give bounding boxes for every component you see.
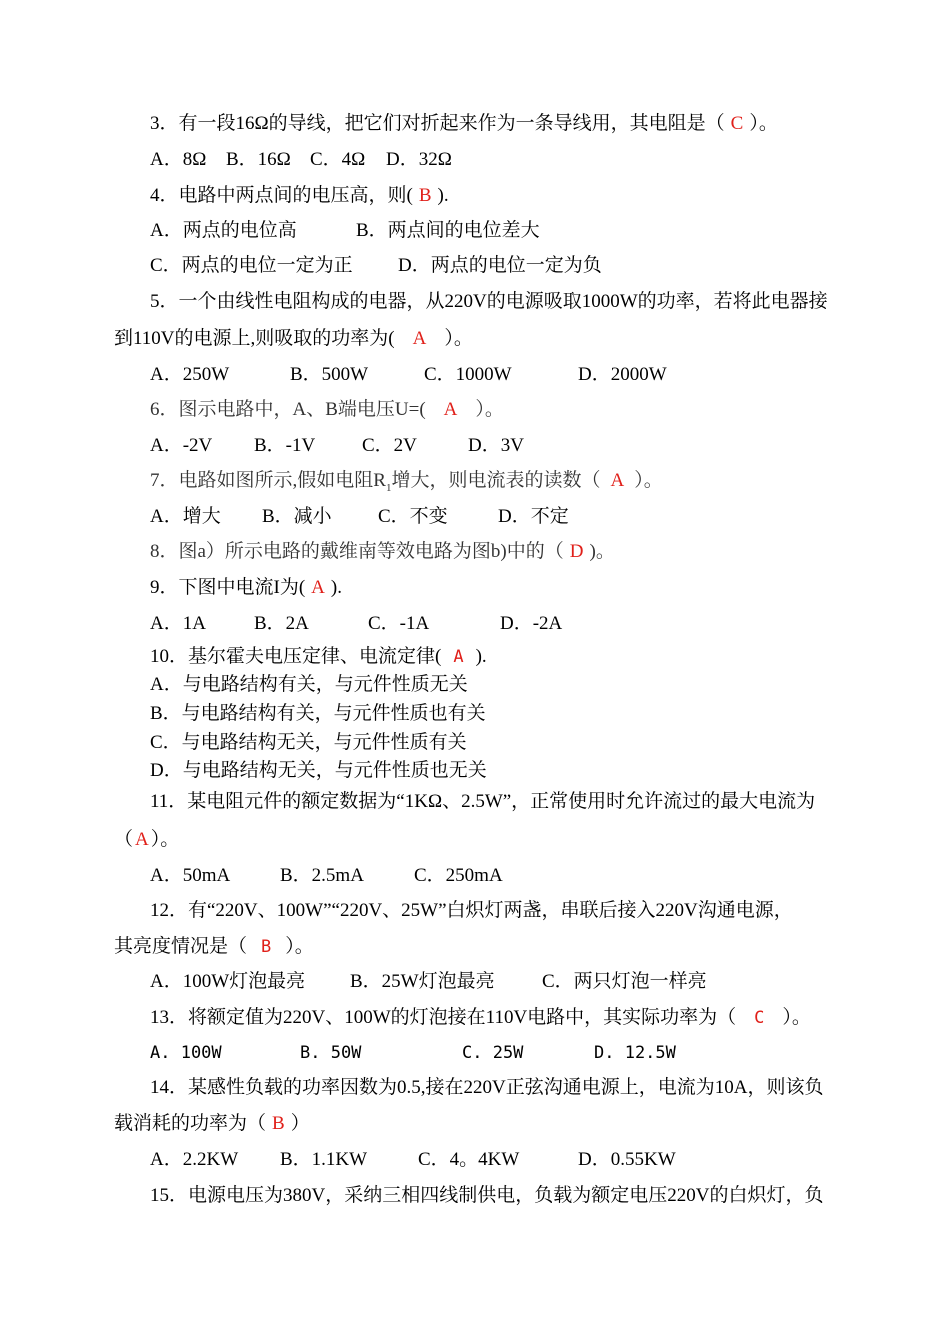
question-end: ）。: [634, 470, 663, 491]
option-d: D．32Ω: [386, 149, 452, 170]
question-14-line2: [114, 1112, 310, 1136]
question-end: ).: [437, 185, 449, 206]
question-text: 6．图示电路中，A、B端电压U=(: [150, 399, 426, 420]
option-b: B．500W: [290, 364, 369, 385]
option-d: D．不定: [498, 506, 569, 527]
question-text: 13．将额定值为220V、100W的灯泡接在110V电路中，其实际功率为（: [150, 1007, 737, 1028]
question-end: ）。: [749, 113, 778, 134]
option-d: D．2000W: [578, 364, 667, 385]
option-d: D．两点的电位一定为负: [398, 255, 602, 276]
answer: A: [453, 647, 464, 667]
option-d: D．3V: [468, 435, 524, 456]
question-text: 8．图a）所示电路的戴维南等效电路为图b)中的（: [150, 541, 564, 562]
question-12-line2: [114, 935, 314, 959]
question-11-line1: 11．某电阻元件的额定数据为“1KΩ、2.5W”，正常使用时允许流过的最大电流为: [150, 791, 816, 812]
question-open: （: [114, 829, 134, 850]
option-a: A．2.2KW: [150, 1149, 239, 1170]
option-b: B．2A: [254, 613, 309, 634]
option-d: D．0.55KW: [578, 1149, 676, 1170]
subscript: 1: [385, 481, 392, 494]
option-b: B．2.5mA: [280, 865, 364, 886]
question-6: [150, 398, 504, 422]
question-text: 10．基尔霍夫电压定律、电流定律(: [150, 646, 442, 667]
option-c: C．两只灯泡一样亮: [542, 971, 707, 992]
option-c: C．4。4KW: [418, 1149, 520, 1170]
option-d: D. 12.5W: [594, 1043, 676, 1063]
option-c: C．-1A: [368, 613, 430, 634]
option-d: D．-2A: [500, 613, 563, 634]
question-text-cont: 增大，则电流表的读数（: [391, 470, 601, 491]
option-c: C. 25W: [462, 1043, 524, 1063]
option-a: A．-2V: [150, 435, 213, 456]
question-text: 其亮度情况是（: [114, 936, 248, 957]
option-a: A．100W灯泡最亮: [150, 971, 306, 992]
option-c: C．1000W: [424, 364, 512, 385]
option-10-b: B．与电路结构有关，与元件性质也有关: [150, 703, 486, 724]
question-text: 3．有一段16Ω的导线，把它们对折起来作为一条导线用，其电阻是（: [150, 113, 725, 134]
question-end: ).: [475, 646, 487, 667]
question-end: ）。: [285, 936, 314, 957]
question-4: [150, 184, 449, 208]
question-15-line1: 15．电源电压为380V，采纳三相四线制供电，负载为额定电压220V的白炽灯，负: [150, 1185, 824, 1206]
question-11-line2: [114, 828, 179, 852]
question-10: [150, 645, 487, 669]
option-a: A．250W: [150, 364, 230, 385]
option-b: B．25W灯泡最亮: [350, 971, 495, 992]
question-end: ）。: [782, 1007, 811, 1028]
option-c: C．不变: [378, 506, 448, 527]
option-b: B．两点间的电位差大: [356, 220, 540, 241]
question-end: )。: [589, 541, 615, 562]
option-b: B. 50W: [300, 1043, 362, 1063]
answer: A: [311, 577, 325, 598]
question-8: [150, 540, 615, 564]
option-c: C．2V: [362, 435, 417, 456]
question-5-line2: [114, 327, 473, 351]
option-c: C．4Ω: [310, 149, 366, 170]
option-10-a: A．与电路结构有关，与元件性质无关: [150, 674, 468, 695]
question-5-line1: 5．一个由线性电阻构成的电器，从220V的电源吸取1000W的功率，若将此电器接: [150, 291, 828, 312]
question-3: [150, 112, 778, 136]
option-a: A. 100W: [150, 1043, 222, 1063]
option-a: A．8Ω: [150, 149, 207, 170]
question-end: ）。: [475, 399, 504, 420]
question-text: 载消耗的功率为（: [114, 1113, 267, 1134]
question-end: ).: [330, 577, 342, 598]
answer: C: [754, 1008, 765, 1028]
option-10-c: C．与电路结构无关，与元件性质有关: [150, 732, 467, 753]
option-a: A．两点的电位高: [150, 220, 297, 241]
question-7: [150, 469, 663, 500]
option-b: B．减小: [262, 506, 332, 527]
option-a: A．增大: [150, 506, 221, 527]
option-c: C．两点的电位一定为正: [150, 255, 353, 276]
question-text: 7．电路如图所示,假如电阻R: [150, 470, 386, 491]
option-b: B．1.1KW: [280, 1149, 368, 1170]
answer: A: [135, 829, 149, 850]
answer: A: [610, 470, 625, 491]
question-end: ）。: [150, 829, 180, 850]
option-b: B．16Ω: [226, 149, 291, 170]
question-text: 到110V的电源上,则吸取的功率为(: [114, 328, 395, 349]
answer: B: [272, 1113, 285, 1134]
question-12-line1: 12．有“220V、100W”“220V、25W”白炽灯两盏，串联后接入220V沟通电源，: [150, 900, 793, 921]
option-10-d: D．与电路结构无关，与元件性质也无关: [150, 760, 487, 781]
question-text: 4．电路中两点间的电压高，则(: [150, 185, 413, 206]
question-end: ）。: [444, 328, 473, 349]
answer: D: [569, 541, 584, 562]
answer: A: [412, 328, 427, 349]
option-a: A．1A: [150, 613, 206, 634]
answer: A: [443, 399, 458, 420]
option-b: B．-1V: [254, 435, 316, 456]
answer: C: [730, 113, 744, 134]
question-14-line1: 14．某感性负载的功率因数为0.5,接在220V正弦沟通电源上，电流为10A，则该负: [150, 1077, 824, 1098]
question-text: 9．下图中电流I为(: [150, 577, 306, 598]
answer: B: [261, 937, 272, 957]
option-a: A．50mA: [150, 865, 231, 886]
question-9: [150, 576, 342, 600]
question-13: [150, 1006, 811, 1030]
option-c: C．250mA: [414, 865, 503, 886]
question-end: ）: [290, 1113, 310, 1134]
answer: B: [418, 185, 432, 206]
